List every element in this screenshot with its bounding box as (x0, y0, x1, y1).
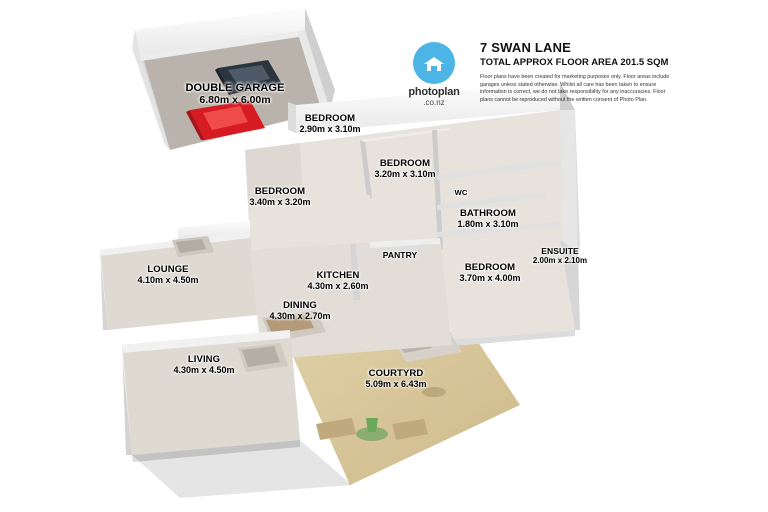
room-label-wc: WC (454, 188, 468, 197)
living-block (122, 330, 300, 462)
room-label-bedroom-1: BEDROOM 2.90m x 3.10m (299, 113, 361, 134)
photoplan-logo (398, 42, 470, 107)
house-icon (423, 56, 445, 72)
room-label-living: LIVING 4.30m x 4.50m (173, 354, 235, 375)
room-label-kitchen: KITCHEN 4.30m x 2.60m (307, 270, 369, 291)
room-label-ensuite: ENSUITE 2.00m x 2.10m (532, 246, 588, 265)
logo-name: photoplan (408, 86, 460, 98)
disclaimer-text: Floor plans have been created for marketing purposes only. Floor areas include garages unless stated otherwise. Whilst all care has been taken to ensure information is correct, we do not take responsibility for any inaccuracies. Floor plans cannot be reproduced without the written consent of Photo Plan. (480, 74, 670, 104)
room-label-bathroom: BATHROOM 1.80m x 3.10m (457, 208, 519, 229)
room-label-courtyard: COURTYRD 5.09m x 6.43m (365, 368, 427, 389)
total-floor-area: TOTAL APPROX FLOOR AREA 201.5 SQM (480, 57, 669, 68)
room-label-bedroom-2: BEDROOM 3.20m x 3.10m (374, 158, 436, 179)
room-label-bedroom-3: BEDROOM 3.40m x 3.20m (249, 186, 311, 207)
room-label-dining: DINING 4.30m x 2.70m (269, 300, 331, 321)
room-label-bedroom-4: BEDROOM 3.70m x 4.00m (459, 262, 521, 283)
logo-circle-icon (413, 42, 455, 84)
property-address: 7 SWAN LANE (480, 40, 572, 55)
logo-domain: .co.nz (423, 97, 445, 107)
room-label-pantry: PANTRY (382, 250, 418, 260)
room-label-double-garage: DOUBLE GARAGE 6.80m x 6.00m (185, 82, 285, 106)
room-label-lounge: LOUNGE 4.10m x 4.50m (137, 264, 199, 285)
